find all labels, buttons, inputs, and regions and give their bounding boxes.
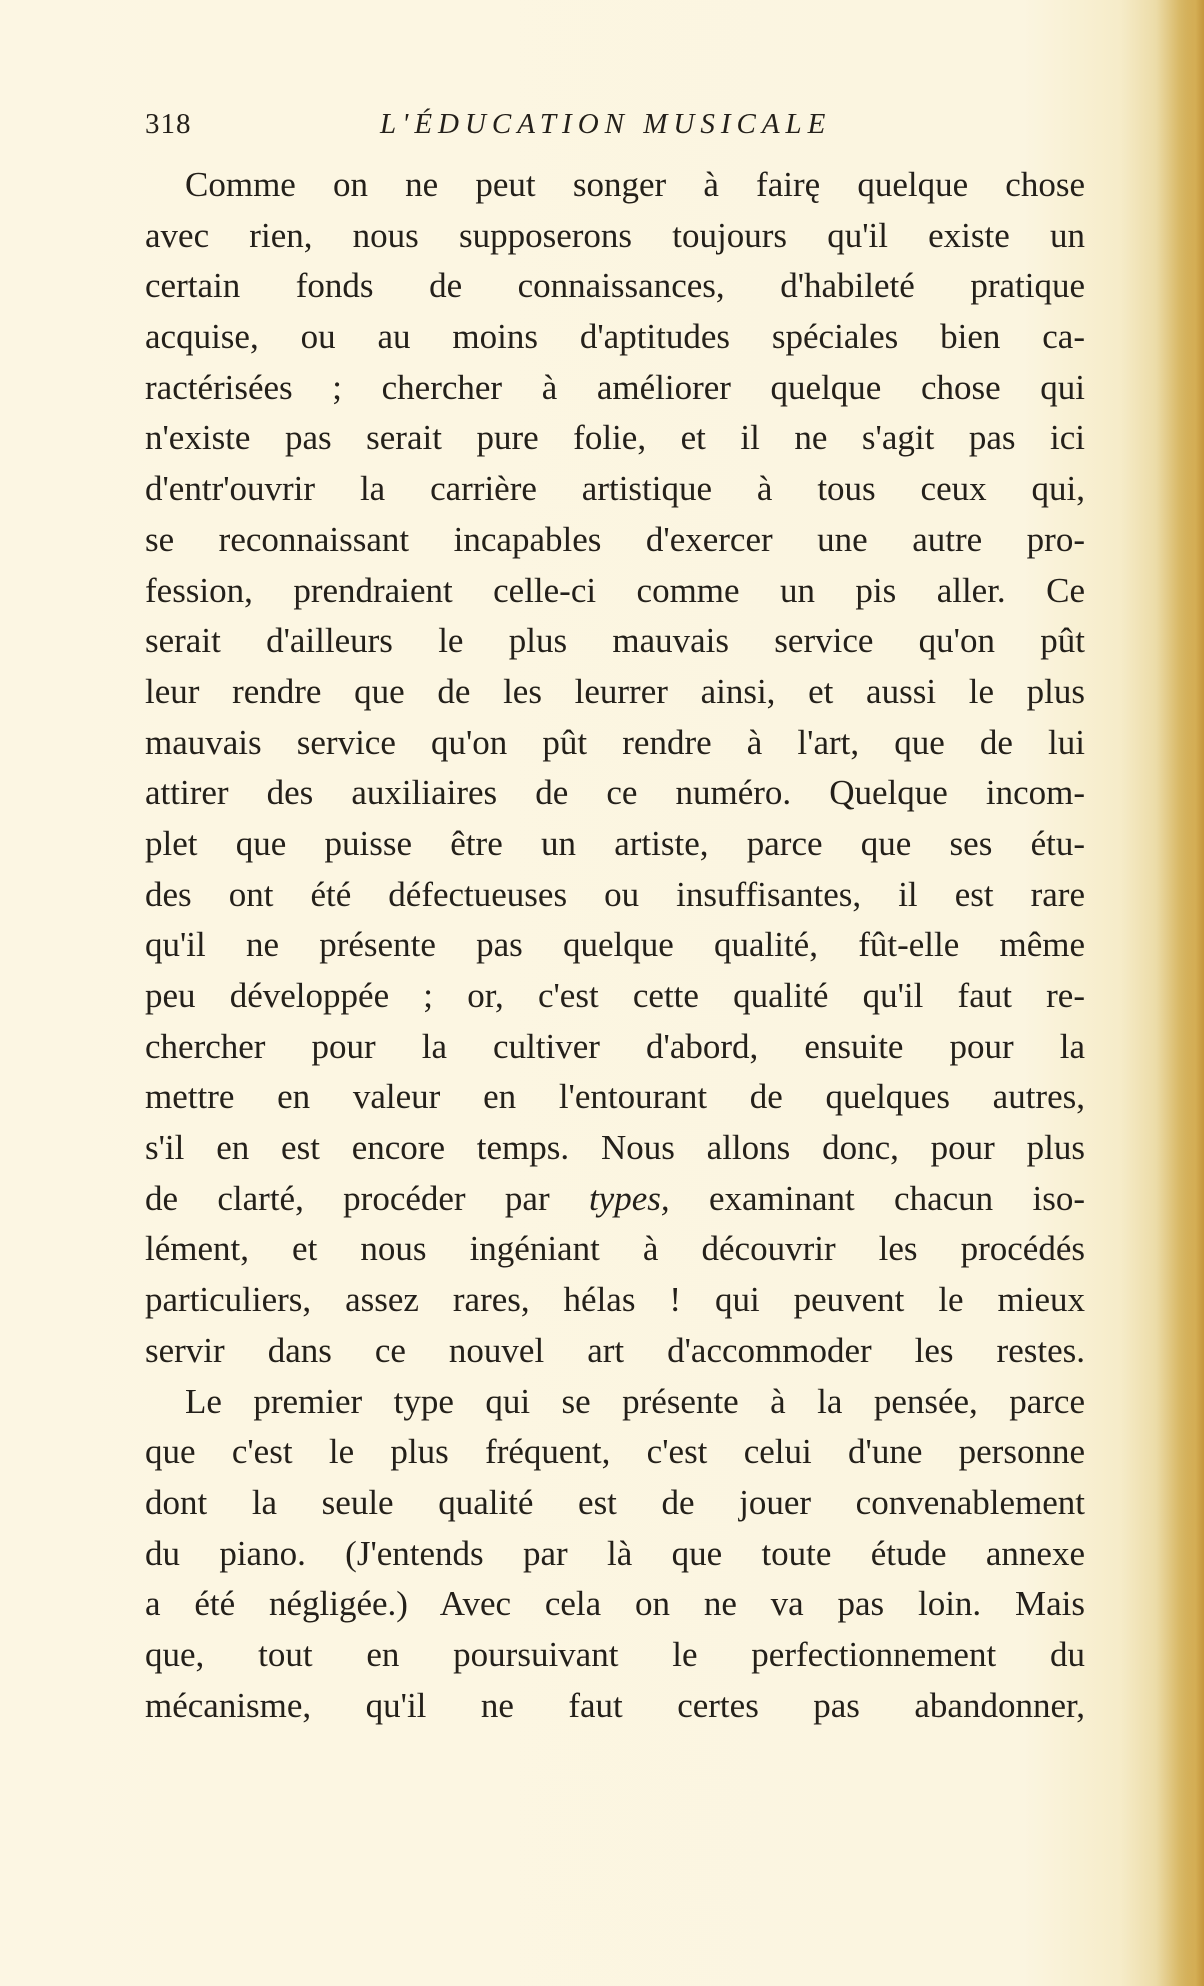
- text-line: leur rendre que de les leurrer ainsi, et aussi le plus: [145, 671, 1085, 711]
- text-line: peu développée ; or, c'est cette qualité qu'il faut re-: [145, 976, 1085, 1015]
- text-line: mécanisme, qu'il ne faut certes pas abandonner,: [145, 1685, 1085, 1725]
- text-line: que c'est le plus fréquent, c'est celui d'une personne: [145, 1432, 1085, 1472]
- text-line: fession, prendraient celle-ci comme un pis aller. Ce: [145, 570, 1085, 610]
- text-line: dont la seule qualité est de jouer convenablement: [145, 1482, 1085, 1522]
- text-line: plet que puisse être un artiste, parce que ses étu-: [145, 823, 1085, 863]
- text-line: du piano. (J'entends par là que toute étude annexe: [145, 1533, 1085, 1573]
- text-line: des ont été défectueuses ou insuffisantes, il est rare: [145, 874, 1085, 914]
- text-line: particuliers, assez rares, hélas ! qui peuvent le mieux: [145, 1280, 1085, 1320]
- page-edge-shadow: [1182, 0, 1204, 1986]
- paragraph-2: [145, 1377, 1085, 1732]
- text-line: attirer des auxiliaires de ce numéro. Quelque incom-: [145, 773, 1085, 813]
- text-line: acquise, ou au moins d'aptitudes spéciales bien ca-: [145, 317, 1085, 357]
- paragraph-1: [145, 160, 1085, 1377]
- text-line: n'existe pas serait pure folie, et il ne s'agit pas ici: [145, 418, 1085, 458]
- page-number: 318: [145, 108, 192, 140]
- text-line-with-italic: [145, 1174, 1085, 1225]
- text-line: mauvais service qu'on pût rendre à l'art, que de lui: [145, 722, 1085, 762]
- running-title: L'ÉDUCATION MUSICALE: [380, 108, 832, 140]
- italic-term: types,: [588, 1178, 670, 1218]
- text-line: ractérisées ; chercher à améliorer quelque chose qui: [145, 367, 1085, 407]
- text-line: qu'il ne présente pas quelque qualité, fût-elle même: [145, 925, 1085, 965]
- text-line: avec rien, nous supposerons toujours qu'il existe un: [145, 215, 1085, 255]
- text-segment: examinant chacun iso-: [669, 1178, 1085, 1218]
- text-line: Comme on ne peut songer à fairę quelque chose: [185, 165, 1085, 204]
- text-line: certain fonds de connaissances, d'habileté pratique: [145, 266, 1085, 306]
- text-line: mettre en valeur en l'entourant de quelques autres,: [145, 1077, 1085, 1117]
- text-line: serait d'ailleurs le plus mauvais service qu'on pût: [145, 621, 1085, 661]
- text-line: lément, et nous ingéniant à découvrir les procédés: [145, 1229, 1085, 1269]
- text-line: se reconnaissant incapables d'exercer une autre pro-: [145, 519, 1085, 559]
- page-header: [145, 108, 1085, 148]
- text-line: servir dans ce nouvel art d'accommoder les restes.: [145, 1330, 1085, 1370]
- text-line: que, tout en poursuivant le perfectionnement du: [145, 1634, 1085, 1674]
- text-line: Le premier type qui se présente à la pensée, parce: [185, 1381, 1085, 1421]
- text-line: chercher pour la cultiver d'abord, ensuite pour la: [145, 1026, 1085, 1066]
- text-line: d'entr'ouvrir la carrière artistique à tous ceux qui,: [145, 469, 1085, 509]
- text-line: a été négligée.) Avec cela on ne va pas loin. Mais: [145, 1584, 1085, 1624]
- body-text: [145, 160, 1085, 1731]
- text-segment: de clarté, procéder par: [145, 1178, 589, 1218]
- text-line: s'il en est encore temps. Nous allons donc, pour plus: [145, 1128, 1085, 1168]
